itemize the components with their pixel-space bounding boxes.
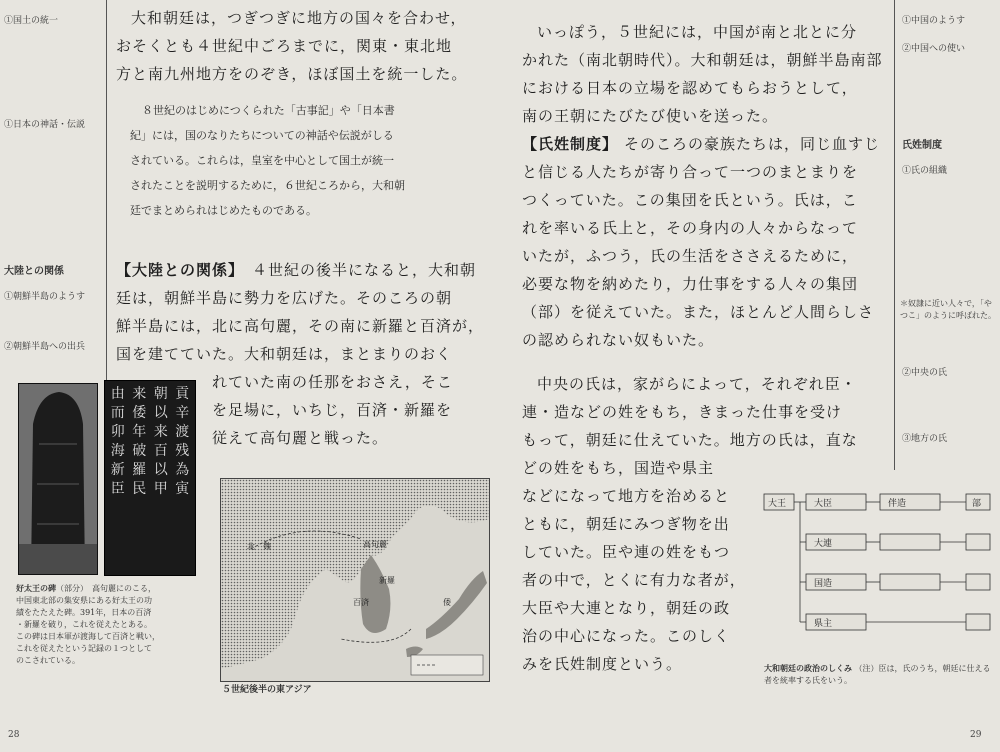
- margin-note-heading: 大陸との関係: [4, 266, 64, 277]
- left-paragraph-4: [212, 368, 496, 452]
- right-margin-rule: [894, 0, 895, 470]
- rubbing-char: 倭: [132, 405, 147, 421]
- map-label-baekje: 百済: [353, 598, 369, 607]
- rubbing-char: 以: [153, 462, 168, 478]
- right-paragraph-2: [522, 130, 892, 354]
- east-asia-map: [220, 478, 490, 682]
- text-line: 方と南九州地方をのぞき，ほぼ国土を統一した。: [116, 65, 468, 83]
- diagram-label-tomonomiyatsuko: 伴造: [888, 499, 907, 509]
- diagram-caption-head: 大和朝廷の政治のしくみ: [764, 663, 852, 673]
- left-paragraph-3: [116, 256, 496, 368]
- text-line: 連・造などの姓をもち，きまった仕事を受け: [522, 403, 843, 421]
- text-line: いっぽう，５世紀には，中国が南と北とに分: [537, 23, 858, 41]
- text-line: 鮮半島には，北に高句麗，その南に新羅と百済が，: [116, 317, 485, 335]
- text-line: おそくとも４世紀中ごろまでに，関東・東北地: [116, 37, 453, 55]
- rubbing-char: 海: [110, 443, 125, 459]
- margin-note-3: ①朝鮮半島のようす: [4, 292, 86, 302]
- text-line: 従えて高句麗と戦った。: [212, 429, 389, 447]
- diagram-label-be: 部: [972, 499, 982, 509]
- caption-line: 績をたたえた碑。391年，日本の百済: [16, 608, 152, 617]
- text-line: ８世紀のはじめにつくられた「古事記」や「日本書: [142, 104, 395, 117]
- map-label-wa: 倭: [443, 598, 451, 607]
- rubbing-char: 年: [132, 424, 147, 440]
- text-line: 大和朝廷は，つぎつぎに地方の国々を合わせ，: [131, 9, 467, 27]
- margin-note-r1: ①中国のようす: [902, 16, 966, 26]
- margin-note-r6: ③地方の氏: [902, 434, 948, 444]
- text-run: ４世紀の後半になると，大和朝: [252, 261, 477, 279]
- caption-line: 中国東北部の集安県にある好太王の功: [16, 596, 152, 605]
- text-line: 中央の氏は，家がらによって，それぞれ臣・: [537, 375, 857, 393]
- stele-caption: [16, 582, 208, 667]
- diagram-lines: [762, 492, 994, 652]
- text-line: されている。これらは，皇室を中心として国土が統一: [130, 154, 394, 167]
- rubbing-char: 以: [153, 405, 168, 421]
- diagram-label-kuninomiyatsuko: 国造: [814, 579, 833, 589]
- diagram-label-muraji: 大連: [814, 539, 833, 549]
- right-paragraph-3: [522, 370, 892, 482]
- text-line: を足場に，いちじ，百済・新羅を: [212, 401, 453, 419]
- text-line: 大臣や大連となり，朝廷の政: [522, 599, 731, 617]
- left-note-box: [130, 98, 490, 223]
- stele-rubbing: [104, 380, 196, 576]
- rubbing-char: 寅: [175, 481, 190, 497]
- caption-line: のこされている。: [16, 656, 80, 665]
- rubbing-char: 卯: [110, 424, 125, 440]
- diagram-caption-note: （注）臣は，氏のうち，朝廷に仕える者を統率する氏をいう。: [764, 664, 991, 685]
- rubbing-char: 渡: [175, 424, 190, 440]
- rubbing-char: 破: [132, 443, 147, 459]
- map-graphic: [221, 479, 489, 681]
- rubbing-char: 由: [110, 386, 125, 402]
- text-line: いたが，ふつう，氏の生活をささえるために，: [522, 247, 859, 265]
- text-line: 南の王朝にたびたび使いを送った。: [522, 107, 779, 125]
- rubbing-char: 辛: [175, 405, 190, 421]
- diagram-label-omi: 大臣: [814, 499, 833, 509]
- rubbing-char: 羅: [132, 462, 147, 478]
- rubbing-char: 朝: [153, 386, 168, 402]
- map-caption: ５世紀後半の東アジア: [222, 685, 312, 695]
- left-margin-rule: [106, 0, 107, 380]
- rubbing-char: 而: [110, 405, 125, 421]
- text-line: れていた南の任那をおさえ，そこ: [212, 373, 453, 391]
- section-heading-continent: 【大陸との関係】: [116, 261, 245, 279]
- margin-note-2: ①日本の神話・伝説: [4, 120, 86, 130]
- caption-line: この碑は日本軍が渡海して百済と戦い，: [16, 632, 160, 641]
- rubbing-char: 貢: [175, 386, 190, 402]
- text-line: 者の中で，とくに有力な者が，: [522, 571, 746, 589]
- stele-caption-head: 好太王の碑: [16, 583, 56, 593]
- margin-note-r2: ②中国への使い: [902, 44, 966, 54]
- text-line: つくっていた。この集団を氏という。氏は，こ: [522, 191, 858, 209]
- rubbing-char: 臣: [110, 481, 125, 497]
- text-line: ともに，朝廷にみつぎ物を出: [522, 515, 730, 533]
- map-label-goguryeo: 高句麗: [363, 540, 387, 549]
- text-line: などになって地方を治めると: [522, 487, 731, 505]
- text-line: [522, 130, 892, 158]
- rubbing-char: 残: [175, 443, 190, 459]
- rubbing-char: 民: [132, 481, 147, 497]
- page-number-right: 29: [970, 730, 982, 740]
- text-line: 紀」には，国のなりたちについての神話や伝説がしる: [130, 129, 394, 142]
- rubbing-char: 甲: [153, 481, 168, 497]
- text-line: 必要な物を納めたり，力仕事をする人々の集団: [522, 275, 859, 293]
- diagram-label-agatanushi: 県主: [814, 619, 833, 629]
- section-heading-clan: 【氏姓制度】: [522, 135, 619, 153]
- rubbing-char: 為: [175, 462, 190, 478]
- text-line: されたことを説明するために，６世紀ころから，大和朝: [130, 179, 405, 192]
- caption-line: （部分） 高句麗にのこる，: [56, 584, 156, 593]
- margin-note-1: ①国土の統一: [4, 16, 59, 26]
- text-line: [116, 256, 496, 284]
- text-line: もって，朝廷に仕えていた。地方の氏は，直な: [522, 431, 858, 449]
- map-label-silla: 新羅: [379, 576, 395, 585]
- right-paragraph-1: [522, 18, 892, 130]
- text-run: そのころの豪族たちは，同じ血すじ: [624, 135, 881, 153]
- right-paragraph-4: [522, 482, 762, 678]
- rubbing-char: 新: [110, 462, 125, 478]
- rubbing-char: 百: [153, 443, 168, 459]
- margin-note-4: ②朝鮮半島への出兵: [4, 342, 86, 352]
- text-line: 治の中心になった。このしく: [522, 627, 731, 645]
- text-line: かれた（南北朝時代）。大和朝廷は，朝鮮半島南部: [522, 51, 883, 69]
- margin-note-r-heading: 氏姓制度: [902, 140, 942, 151]
- text-line: の認められない奴もいた。: [522, 331, 715, 349]
- diagram-caption: [764, 662, 992, 687]
- page-number-left: 28: [8, 730, 20, 740]
- left-paragraph-1: [116, 4, 496, 88]
- text-line: 国を建てていた。大和朝廷は，まとまりのおく: [116, 345, 453, 363]
- text-line: （部）を従えていた。また，ほとんど人間らしさ: [522, 303, 875, 321]
- text-line: 廷は，朝鮮半島に勢力を広げた。そのころの朝: [116, 289, 453, 307]
- rubbing-char: 来: [153, 424, 168, 440]
- margin-note-r4: ＊奴隷に近い人々で，「やつこ」のように呼ばれた。: [900, 299, 996, 320]
- text-line: みを氏姓制度という。: [522, 655, 683, 673]
- text-line: と信じる人たちが寄り合って一つのまとまりを: [522, 163, 859, 181]
- stele-silhouette: [19, 384, 97, 574]
- rubbing-char: 来: [132, 386, 147, 402]
- margin-note-r5: ②中央の氏: [902, 368, 948, 378]
- text-line: 廷でまとめられはじめたものである。: [130, 204, 317, 217]
- diagram-label-king: 大王: [768, 499, 787, 509]
- margin-note-r3: ①氏の組織: [902, 166, 948, 176]
- map-label-north: 北 魏: [247, 542, 271, 551]
- caption-line: これを従えたという記録の１つとして: [16, 644, 152, 653]
- governance-diagram: [762, 492, 994, 692]
- caption-line: ・新羅を破り，これを従えたとある。: [16, 620, 152, 629]
- text-line: における日本の立場を認めてもらおうとして，: [522, 79, 858, 97]
- text-line: れを率いる氏上と，その身内の人々からなって: [522, 219, 859, 237]
- stele-photo: [18, 383, 98, 575]
- text-line: どの姓をもち，国造や県主: [522, 459, 715, 477]
- text-line: していた。臣や連の姓をもつ: [522, 543, 731, 561]
